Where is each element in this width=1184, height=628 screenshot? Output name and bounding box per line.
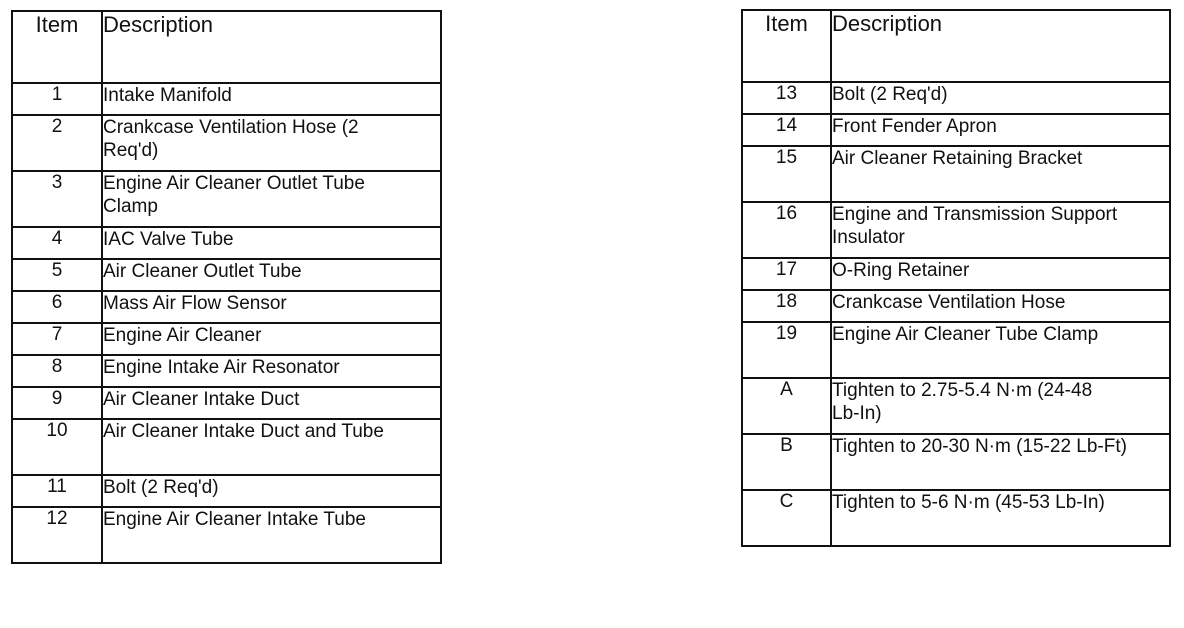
item-description: Mass Air Flow Sensor xyxy=(102,291,441,323)
table-row xyxy=(12,419,441,475)
table-row xyxy=(12,291,441,323)
item-number: 16 xyxy=(742,202,831,258)
description-column-header: Description xyxy=(831,10,1170,82)
item-description: Bolt (2 Req'd) xyxy=(831,82,1170,114)
item-description: Engine Air Cleaner Intake Tube xyxy=(102,507,441,563)
table-header-row xyxy=(742,10,1170,82)
item-description: Intake Manifold xyxy=(102,83,441,115)
item-number: B xyxy=(742,434,831,490)
table-row xyxy=(742,202,1170,258)
item-number: 8 xyxy=(12,355,102,387)
item-description: Crankcase Ventilation Hose (2 Req'd) xyxy=(102,115,441,171)
item-number: 9 xyxy=(12,387,102,419)
table-row xyxy=(12,387,441,419)
table-row xyxy=(12,323,441,355)
item-description: Engine Air Cleaner Outlet Tube Clamp xyxy=(102,171,441,227)
table-row xyxy=(742,490,1170,546)
table-row xyxy=(742,146,1170,202)
item-column-header: Item xyxy=(12,11,102,83)
item-number: 18 xyxy=(742,290,831,322)
item-description: Engine Intake Air Resonator xyxy=(102,355,441,387)
item-number: 3 xyxy=(12,171,102,227)
table-row xyxy=(12,259,441,291)
item-number: 10 xyxy=(12,419,102,475)
item-description: Tighten to 2.75-5.4 N·m (24-48 Lb-In) xyxy=(831,378,1170,434)
table-row xyxy=(742,114,1170,146)
item-description: Front Fender Apron xyxy=(831,114,1170,146)
item-description: Engine Air Cleaner Tube Clamp xyxy=(831,322,1170,378)
item-number: 7 xyxy=(12,323,102,355)
item-description: Tighten to 5-6 N·m (45-53 Lb-In) xyxy=(831,490,1170,546)
table-row xyxy=(12,355,441,387)
item-number: 15 xyxy=(742,146,831,202)
item-description: Air Cleaner Retaining Bracket xyxy=(831,146,1170,202)
description-column-header: Description xyxy=(102,11,441,83)
item-number: A xyxy=(742,378,831,434)
item-description: IAC Valve Tube xyxy=(102,227,441,259)
item-number: 5 xyxy=(12,259,102,291)
item-number: 11 xyxy=(12,475,102,507)
item-number: 17 xyxy=(742,258,831,290)
item-column-header: Item xyxy=(742,10,831,82)
table-row xyxy=(742,82,1170,114)
item-description: Tighten to 20-30 N·m (15-22 Lb-Ft) xyxy=(831,434,1170,490)
table-row xyxy=(12,115,441,171)
table-row xyxy=(742,434,1170,490)
table-row xyxy=(12,227,441,259)
item-description: Bolt (2 Req'd) xyxy=(102,475,441,507)
item-number: 19 xyxy=(742,322,831,378)
item-number: 14 xyxy=(742,114,831,146)
item-description: Engine Air Cleaner xyxy=(102,323,441,355)
item-number: 1 xyxy=(12,83,102,115)
table-row xyxy=(742,290,1170,322)
item-description: Crankcase Ventilation Hose xyxy=(831,290,1170,322)
table-row xyxy=(742,322,1170,378)
item-number: C xyxy=(742,490,831,546)
item-number: 2 xyxy=(12,115,102,171)
table-row xyxy=(742,258,1170,290)
item-description: Air Cleaner Outlet Tube xyxy=(102,259,441,291)
item-number: 6 xyxy=(12,291,102,323)
item-number: 13 xyxy=(742,82,831,114)
table-row xyxy=(12,83,441,115)
item-number: 4 xyxy=(12,227,102,259)
item-description: Engine and Transmission Support Insulator xyxy=(831,202,1170,258)
parts-table-left xyxy=(11,10,442,564)
table-row xyxy=(742,378,1170,434)
table-row xyxy=(12,475,441,507)
item-number: 12 xyxy=(12,507,102,563)
table-row xyxy=(12,507,441,563)
item-description: O-Ring Retainer xyxy=(831,258,1170,290)
item-description: Air Cleaner Intake Duct and Tube xyxy=(102,419,441,475)
parts-table-right xyxy=(741,9,1171,547)
item-description: Air Cleaner Intake Duct xyxy=(102,387,441,419)
table-row xyxy=(12,171,441,227)
table-header-row xyxy=(12,11,441,83)
